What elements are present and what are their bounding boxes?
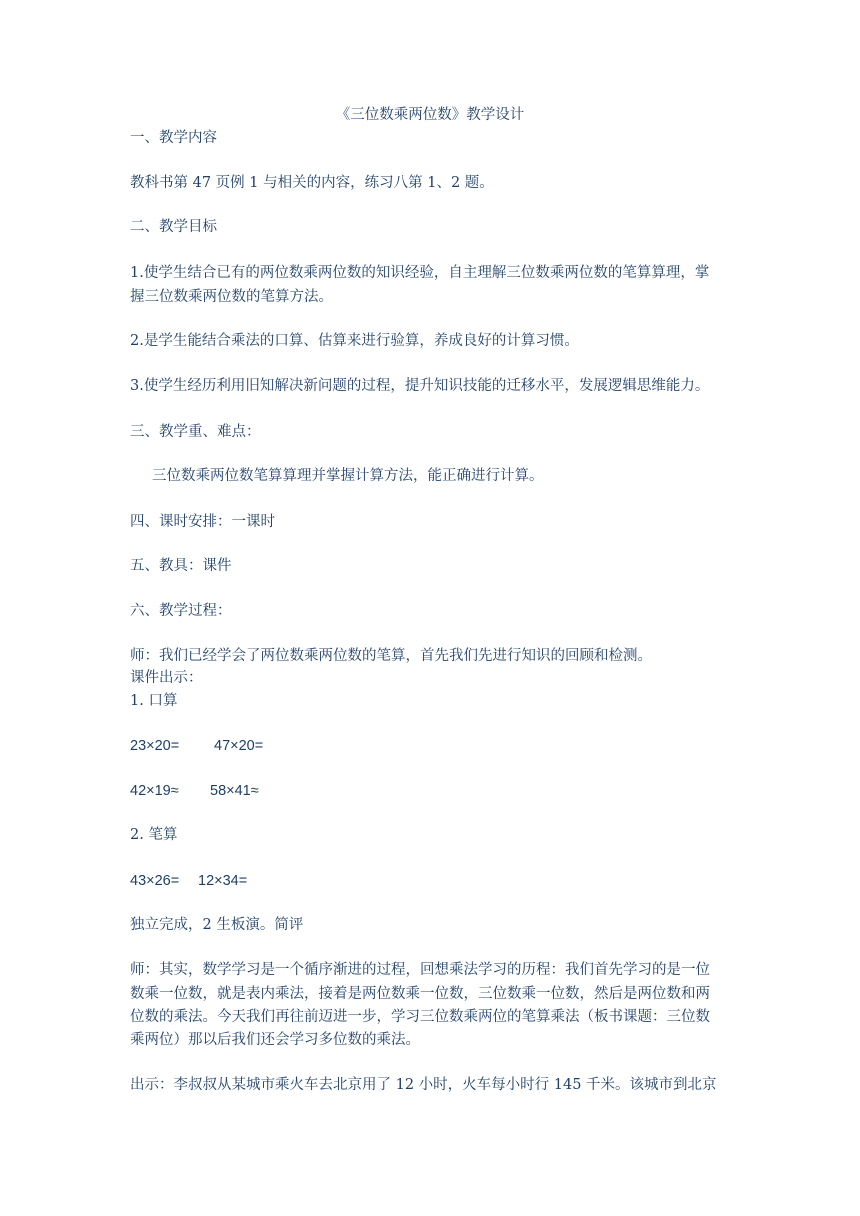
teacher-intro: 师：我们已经学会了两位数乘两位数的笔算，首先我们先进行知识的回顾和检测。 (130, 648, 652, 664)
teacher-paragraph-line-4: 乘两位）那以后我们还会学习多位数的乘法。 (130, 1032, 420, 1048)
key-points-text: 三位数乘两位数笔算算理并掌握计算方法，能正确进行计算。 (152, 468, 544, 484)
oral-calc-item: 47×20= (214, 738, 264, 754)
written-calc-heading: 2. 笔算 (130, 827, 178, 843)
independent-work-note: 独立完成，2 生板演。简评 (130, 917, 304, 933)
document-title: 《三位数乘两位数》教学设计 (335, 107, 525, 123)
section-heading-schedule: 四、课时安排：一课时 (130, 514, 275, 530)
goal-1-line-1: 1.使学生结合已有的两位数乘两位数的知识经验，自主理解三位数乘两位数的笔算算理，掌 (130, 265, 710, 281)
courseware-show: 课件出示： (130, 670, 203, 686)
goal-1-line-2: 握三位数乘两位数的笔算方法。 (130, 289, 333, 305)
section-heading-tools: 五、教具：课件 (130, 558, 232, 574)
oral-calc-heading: 1. 口算 (130, 693, 178, 709)
oral-calc-item: 42×19≈ (130, 783, 179, 799)
written-calc-item: 43×26= (130, 873, 180, 889)
goal-2: 2.是学生能结合乘法的口算、估算来进行验算，养成良好的计算习惯。 (130, 333, 579, 349)
goal-3: 3.使学生经历利用旧知解决新问题的过程，提升知识技能的迁移水平，发展逻辑思维能力。 (130, 378, 710, 394)
written-calc-item: 12×34= (198, 873, 248, 889)
section-heading-process: 六、教学过程： (130, 603, 232, 619)
show-problem: 出示：李叔叔从某城市乘火车去北京用了 12 小时，火车每小时行 145 千米。该城市到北京 (130, 1077, 717, 1093)
teacher-paragraph-line-3: 位数的乘法。今天我们再往前迈进一步，学习三位数乘两位的笔算乘法（板书课题：三位数 (130, 1009, 710, 1025)
oral-calc-item: 23×20= (130, 738, 180, 754)
teacher-paragraph-line-1: 师：其实，数学学习是一个循序渐进的过程，回想乘法学习的历程：我们首先学习的是一位 (130, 962, 710, 978)
section-heading-content: 一、教学内容 (130, 130, 217, 146)
teacher-paragraph-line-2: 数乘一位数，就是表内乘法，接着是两位数乘一位数，三位数乘一位数，然后是两位数和两 (130, 986, 710, 1002)
section-heading-goals: 二、教学目标 (130, 219, 217, 235)
oral-calc-item: 58×41≈ (210, 783, 259, 799)
section-heading-key-points: 三、教学重、难点： (130, 424, 261, 440)
section-content-text: 教科书第 47 页例 1 与相关的内容，练习八第 1、2 题。 (130, 175, 494, 191)
